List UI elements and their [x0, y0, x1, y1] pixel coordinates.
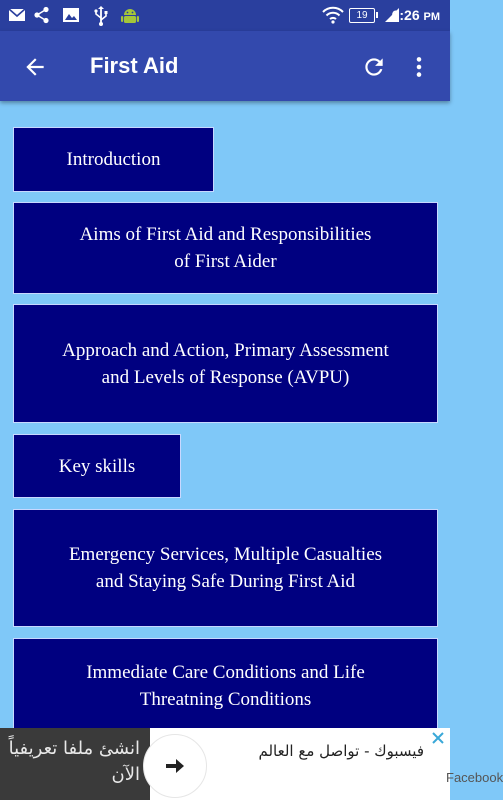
ad-headline: فيسبوك - تواصل مع العالم [258, 742, 424, 760]
approach-and-action-button[interactable] [13, 304, 438, 423]
battery-level: 19 [356, 10, 368, 21]
emergency-services-button[interactable] [13, 509, 438, 627]
close-icon[interactable] [430, 730, 446, 746]
app-bar [0, 31, 450, 101]
status-bar [0, 0, 450, 31]
ad-arrow-button[interactable] [143, 734, 207, 798]
battery-tip [376, 12, 378, 18]
button-label: Approach and Action, Primary Assessment and Levels of Response (AVPU) [62, 339, 389, 388]
clock-time: 6:26 [391, 7, 420, 23]
ad-cta-text: انشئ ملفا تعريفياً الآن [8, 738, 140, 785]
ad-banner[interactable] [0, 728, 503, 800]
button-label: Key skills [58, 455, 136, 477]
ad-source: Facebook [446, 770, 503, 785]
clock-ampm: PM [423, 11, 440, 23]
page-title: First Aid [90, 53, 179, 78]
aims-of-first-aid-button[interactable] [13, 202, 438, 294]
share-icon [33, 6, 51, 24]
wifi-icon [322, 6, 344, 24]
battery-icon [349, 8, 375, 23]
button-label: Introduction [66, 149, 161, 170]
button-label: Aims of First Aid and Responsibilities of First Aider [79, 224, 372, 272]
introduction-button[interactable] [13, 127, 214, 192]
refresh-icon[interactable] [361, 54, 387, 80]
android-icon [120, 6, 140, 26]
status-time [392, 7, 440, 23]
button-label: Emergency Services, Multiple Casualties and Staying Safe During First Aid [68, 544, 383, 592]
more-vert-icon[interactable] [406, 54, 432, 80]
email-icon [8, 6, 26, 24]
key-skills-button[interactable] [13, 434, 181, 498]
arrow-right-icon [163, 754, 187, 778]
image-icon [62, 6, 80, 24]
usb-icon [92, 6, 110, 26]
button-label: Immediate Care Conditions and Life Threatning Conditions [86, 662, 365, 710]
menu-list [0, 101, 450, 728]
arrow-left-icon[interactable] [22, 54, 48, 80]
